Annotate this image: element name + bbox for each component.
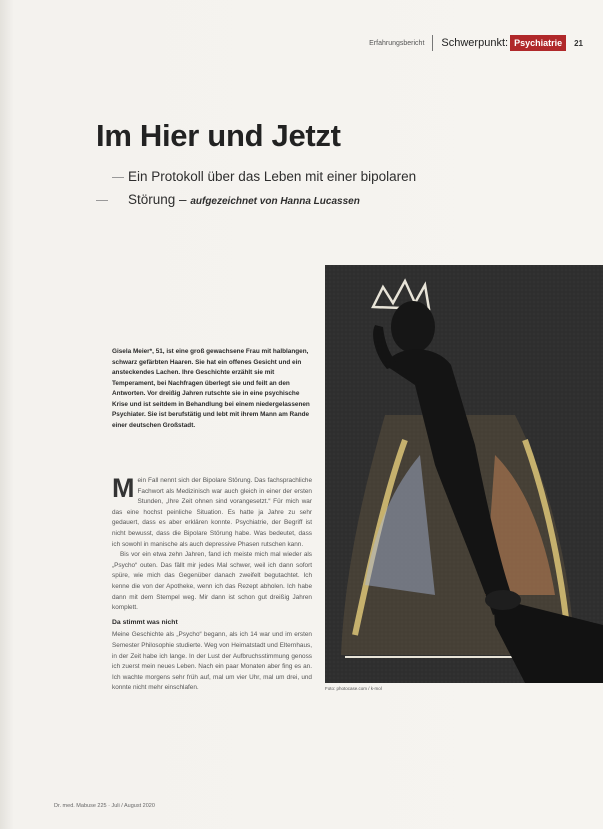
author-byline: aufgezeichnet von Hanna Lucassen (190, 196, 360, 207)
subtitle-line (128, 188, 488, 213)
article-title: Im Hier und Jetzt (96, 118, 341, 153)
header-divider (432, 35, 433, 51)
body-paragraph (112, 473, 312, 550)
subtitle-line: Ein Protokoll über das Leben mit einer bipolaren (128, 169, 417, 184)
subtitle-text: Störung – (128, 192, 187, 207)
chalk-princess-image (325, 265, 603, 683)
focus-badge: Psychiatrie (510, 35, 566, 51)
article-photo (325, 265, 603, 683)
page-header (369, 34, 583, 52)
shoe (485, 590, 521, 610)
photo-caption: Foto: photocase.com / k-mol (325, 686, 382, 691)
article-intro: Gisela Meier*, 51, ist eine groß gewachsene Frau mit halblangen, schwarz gefärbten Haaren. Sie hat ein offenes Gesicht und ein ansteckendes Lachen. Ihre Geschichte erzählt sie mit Temperament, bei Nachfragen überlegt sie und feilt an den Antworten. Vor dreißig Jahren rutschte sie in eine psychische Krise und ist seitdem in Behandlung bei einem niedergelassenen Psychiater. Sie ist berufstätig und lebt mit ihrem Mann am Rande einer deutschen Großstadt. (112, 348, 310, 429)
section-subheading: Da stimmt was nicht (112, 618, 178, 626)
body-paragraph: Meine Geschichte als „Psycho“ begann, als ich 14 war und im ersten Semester Philosophie studierte. Weg von Heimatstadt und Elternhaus, in der Zeit habe ich lange. In der Lust der Aufbruchsstimmung genoss ich zuerst mein neues Leben. Nach ein paar Monaten aber fing es an. Ich wachte morgens sehr früh auf, mal um vier Uhr, mal um drei, und konnte nicht mehr einschlafen. (112, 631, 312, 692)
article-body (112, 473, 312, 694)
page-number: 21 (574, 38, 583, 48)
page-footer: Dr. med. Mabuse 225 · Juli / August 2020 (54, 803, 155, 809)
margin-mark (96, 200, 108, 201)
section-label: Erfahrungsbericht (369, 39, 425, 47)
article-subtitle (128, 165, 488, 213)
drop-cap: M (112, 473, 135, 503)
focus-label: Schwerpunkt: (441, 37, 509, 49)
body-paragraph: Bis vor ein etwa zehn Jahren, fand ich meiste mich mal wieder als „Psycho“ outen. Das fällt mir jedes Mal schwer, weil ich dann sofort spüre, wie mich das Gegenüber danach zweifelt begutachtet. Ich kenne die von der Apotheke, wenn ich das Rezept abholen. Ich habe dann mit dem Stempel weg. Mir dann ist schon gut dreißig Jahren komplett. (112, 551, 312, 612)
shadow-head (391, 301, 435, 353)
paragraph-text: ein Fall nennt sich der Bipolare Störung. Das fachsprachliche Fachwort als Medizinisch war auch gleich in einer der ersten Stunden, „Ihre Zeit ohnen sind vorangesetzt.“ Für mich war das eine hochst peinliche Situation. Es hatte ja Jahre zu sehr gedauert, dass es aber erklären konnte. Psychiatrie, der Begriff ist nicht bewusst, dass die Bipolare Störung habe. Was bedeutet, dass ich sowohl in manische als auch depressive Phasen rutschen kann. (112, 477, 312, 548)
margin-mark (112, 177, 124, 178)
